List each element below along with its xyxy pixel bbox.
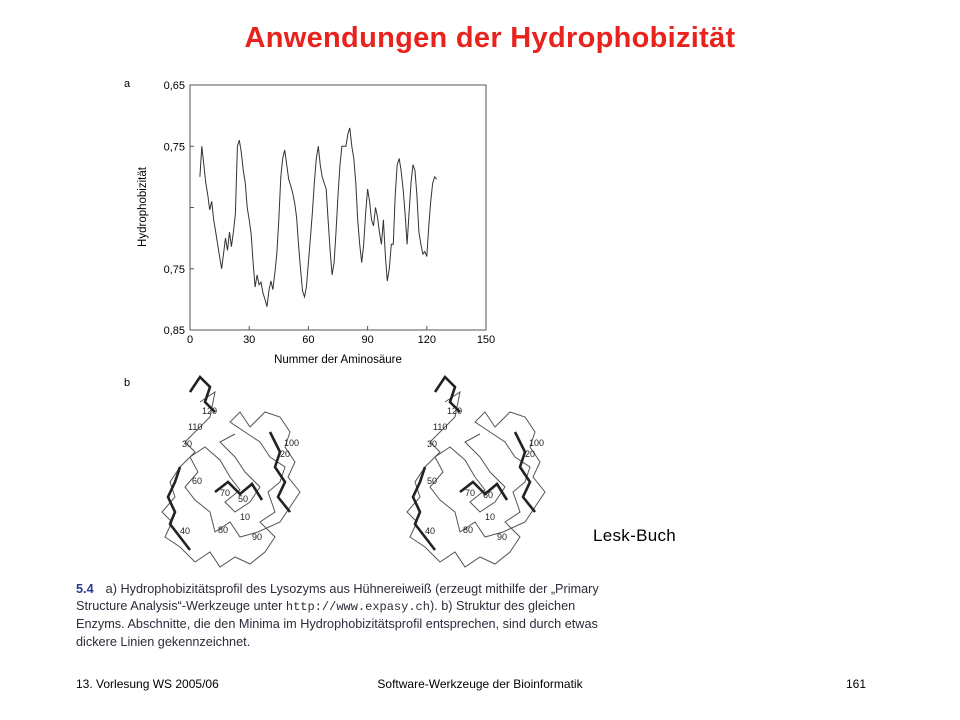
residue-label: 30 — [182, 439, 193, 449]
residue-label: 20 — [525, 449, 536, 459]
footer-lecture: 13. Vorlesung WS 2005/06 — [76, 677, 219, 691]
x-tick-label: 30 — [243, 334, 256, 346]
figure-number: 5.4 — [76, 582, 94, 596]
residue-label: 120 — [447, 406, 463, 416]
residue-label: 60 — [483, 490, 494, 500]
residue-label: 70 — [220, 488, 231, 498]
residue-label: 90 — [252, 532, 263, 542]
residue-label: 40 — [180, 526, 191, 536]
structure-left — [162, 377, 300, 567]
x-axis-ticks — [187, 326, 495, 346]
slide-title: Anwendungen der Hydrophobizität — [244, 22, 736, 54]
y-axis-ticks — [164, 80, 194, 337]
residue-label: 110 — [188, 422, 203, 432]
residue-label: 100 — [284, 438, 300, 448]
residue-label: 10 — [485, 512, 496, 522]
protein-structure-figure — [120, 372, 580, 577]
side-note: Lesk-Buch — [593, 526, 677, 545]
y-tick-label: 0,85 — [163, 325, 185, 337]
plot-frame — [190, 85, 486, 330]
footer-page-number: 161 — [846, 677, 867, 691]
residue-label: 80 — [463, 525, 474, 535]
y-tick-label: 0,75 — [163, 263, 185, 276]
x-axis-label: Nummer der Aminosäure — [274, 354, 402, 366]
series-line — [200, 128, 437, 307]
footer-course: Software-Werkzeuge der Bioinformatik — [377, 677, 583, 691]
residue-label: 90 — [497, 532, 508, 542]
residue-label: 100 — [529, 438, 545, 448]
caption-text-2: ). b) Struktur des gleichen Enzyms. Abschnitte, die den Minima im Hydrophobizitätsprofil entsprechen, sind durch etwas dickere Linien gekennzeichnet. — [76, 599, 598, 649]
y-tick-label: 0,75 — [163, 141, 185, 154]
residue-label: 40 — [425, 526, 436, 536]
residue-label: 30 — [427, 439, 438, 449]
x-tick-label: 60 — [302, 334, 315, 346]
residue-label: 60 — [192, 476, 203, 486]
residue-label: 50 — [238, 494, 249, 504]
structure-right — [407, 377, 545, 567]
residue-label: 50 — [427, 476, 438, 486]
x-tick-label: 0 — [186, 334, 194, 346]
figure-caption — [76, 581, 616, 651]
x-tick-label: 90 — [361, 334, 374, 346]
x-tick-label: 120 — [417, 334, 436, 346]
residue-label: 70 — [465, 488, 476, 498]
caption-url: http://www.expasy.ch — [285, 600, 430, 615]
panel-a-label: a — [124, 78, 131, 90]
y-axis-label: Hydrophobizität — [137, 167, 149, 247]
residue-label: 10 — [240, 512, 251, 522]
residue-label: 120 — [202, 406, 218, 416]
residue-label: 80 — [218, 525, 229, 535]
hydrophobicity-chart — [120, 75, 520, 370]
residue-label: 20 — [280, 449, 291, 459]
caption-text-1: a) Hydrophobizitätsprofil des Lysozyms aus Hühnereiweiß (erzeugt mithilfe der „Primary Structure Analysis“-Werkzeuge unter — [76, 582, 599, 614]
residue-label: 110 — [433, 422, 448, 432]
y-tick-label: 0,65 — [163, 80, 185, 92]
x-tick-label: 150 — [476, 334, 496, 346]
panel-b-label: b — [124, 377, 131, 389]
